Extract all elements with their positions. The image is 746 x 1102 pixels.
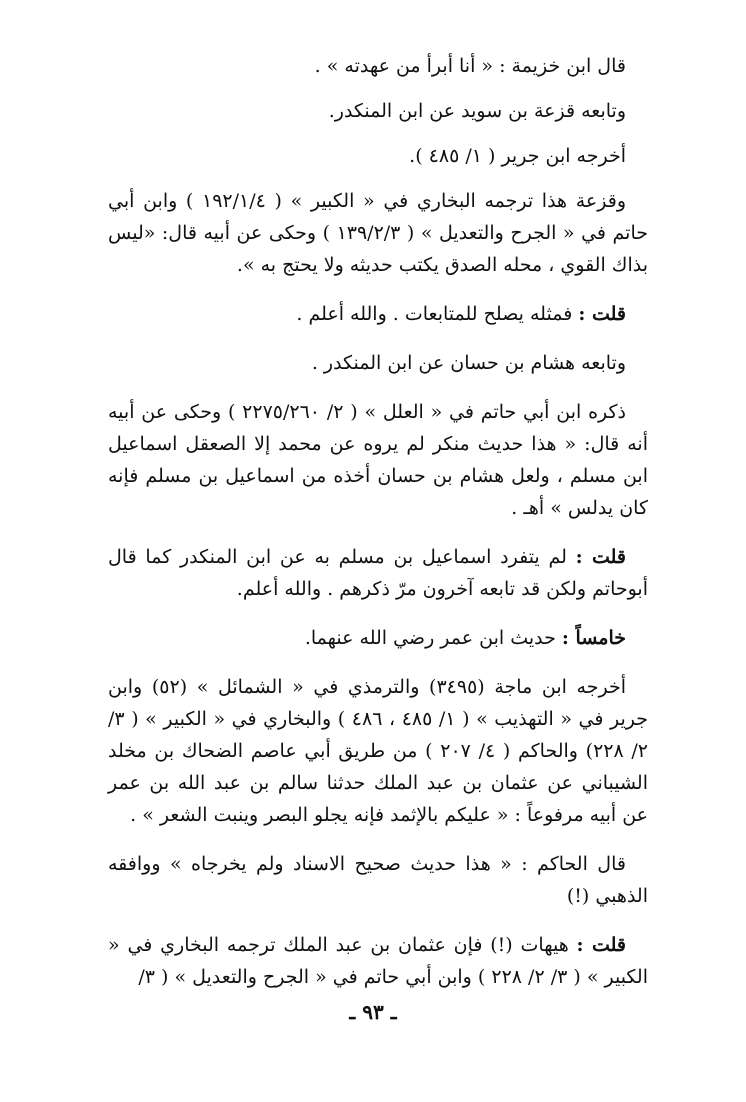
paragraph-text: وتابعه هشام بن حسان عن ابن المنكدر . <box>311 352 626 374</box>
paragraph-text: أخرجه ابن ماجة (٣٤٩٥) والترمذي في « الشمائل » (٥٢) وابن جرير في « التهذيب » ( ١/ ٤٨٥ ، ٤٨٦ ) والبخاري في « الكبير » ( ٣/ ٢/ ٢٢٨) والحاكم ( ٤/ ٢٠٧ ) من طريق أبي عاصم الضحاك بن مخلد الشيباني عن عثمان بن عبد الملك حدثنا سالم بن عبد الله بن عمر عن أبيه مرفوعاً : « عليكم بالإثمد فإنه يجلو البصر وينبت الشعر » . <box>108 676 648 826</box>
paragraph-4 <box>108 185 648 281</box>
paragraph-text: أخرجه ابن جرير ( ١/ ٤٨٥ ). <box>409 145 626 167</box>
paragraph-text: وقزعة هذا ترجمه البخاري في « الكبير » ( ١٩٢/١/٤ ) وابن أبي حاتم في « الجرح والتعديل » ( ١٣٩/٢/٣ ) وحكى عن أبيه قال: «ليس بذاك القوي ، محله الصدق يكتب حديثه ولا يحتج به ». <box>108 190 648 276</box>
paragraph-text: هيهات (!) فإن عثمان بن عبد الملك ترجمه البخاري في « الكبير » ( ٣/ ٢/ ٢٢٨ ) وابن أبي حاتم في « الجرح والتعديل » ( ٣/ <box>108 934 648 988</box>
paragraph-3 <box>108 140 648 172</box>
paragraph-10 <box>108 671 648 831</box>
paragraph-5 <box>108 298 648 330</box>
paragraph-text: فمثله يصلح للمتابعات . والله أعلم . <box>296 303 579 325</box>
paragraph-text: حديث ابن عمر رضي الله عنهما. <box>304 627 562 649</box>
paragraph-2 <box>108 95 648 127</box>
paragraph-lead: قلت : <box>576 934 626 956</box>
paragraph-1 <box>108 50 648 82</box>
paragraph-text: لم يتفرد اسماعيل بن مسلم به عن ابن المنكدر كما قال أبوحاتم ولكن قد تابعه آخرون مرّ ذكرهم . والله أعلم. <box>108 546 648 600</box>
paragraph-lead: قلت : <box>575 546 626 568</box>
paragraph-9 <box>108 622 648 654</box>
paragraph-text: ذكره ابن أبي حاتم في « العلل » ( ٢/ ٢٢٧٥/٢٦٠ ) وحكى عن أبيه أنه قال: « هذا حديث منكر لم يروه عن محمد إلا الصعقل اسماعيل ابن مسلم ، ولعل هشام بن حسان أخذه من اسماعيل بن مسلم فإنه كان يدلس » أهـ . <box>108 401 648 519</box>
page-body <box>108 50 648 1010</box>
paragraph-lead: خامساً : <box>561 627 626 649</box>
paragraph-7 <box>108 396 648 524</box>
paragraph-8 <box>108 541 648 605</box>
paragraph-12 <box>108 929 648 993</box>
page-number: ـ ٩٣ ـ <box>349 1000 397 1024</box>
paragraph-lead: قلت : <box>578 303 626 325</box>
paragraph-text: قال ابن خزيمة : « أنا أبرأ من عهدته » . <box>314 55 626 77</box>
paragraph-6 <box>108 347 648 379</box>
paragraph-text: وتابعه قزعة بن سويد عن ابن المنكدر. <box>328 100 626 122</box>
paragraph-11 <box>108 848 648 912</box>
paragraph-text: قال الحاكم : « هذا حديث صحيح الاسناد ولم يخرجاه » ووافقه الذهبي (!) <box>108 853 648 907</box>
